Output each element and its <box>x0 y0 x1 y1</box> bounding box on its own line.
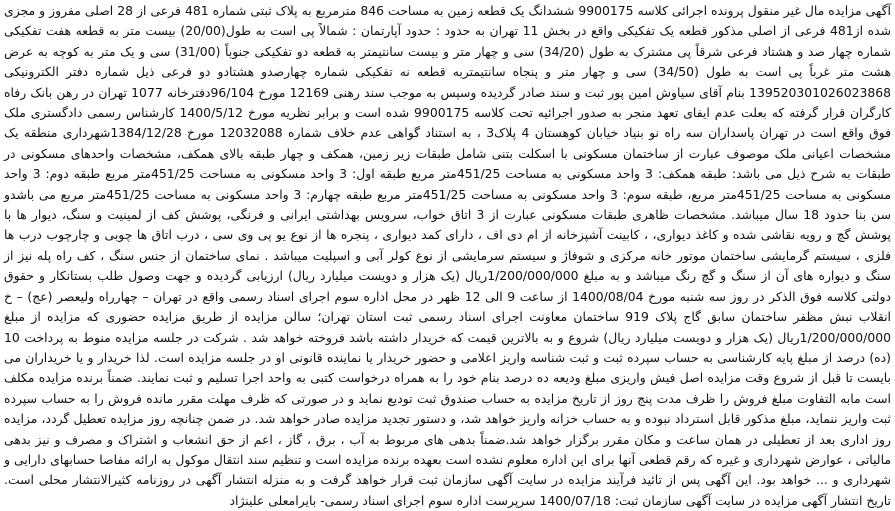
notice-body-text: آگهی مزایده مال غیر منقول پرونده اجرائی کلاسه 9900175 ششدانگ یک قطعه زمین به مساحت 846 مترمربع به پلاک ثبتی شماره 481 فرعی از 28 اصلی مفروز و مجزی شده از481 فرعی از اصلی مذکور قطعه یک تفکیکی واقع در بخش 11 تهران به حدود : حدود آپارتمان : شمالاً پی است به طول(20/00) بیست متر به قطعه هفت تفکیکی شماره چهار صد و هشتاد فرعی شرقاً پی مشترک به طول (34/20) سی و چهار متر و بیست سانتیمتر به قطعه دو تفکیکی جنوباً (31/00) سی و یک متر به کوچه به عرض هشت متر غرباً پی است به طول (34/50) سی و چهار متر و پنجاه سانتیمتربه قطعه نه تفکیکی شماره چهارصدو هشتادو دو فرعی ذیل شماره دفتر الکترونیکی 139520301026023868 بنام آقای سیاوش امین پور ثبت و سند صادر گردیده وسپس به موجب سند رهنی 12169 مورخ 96/104دفترخانه 1077 تهران در رهن بانک رفاه کارگران قرار گرفته که بعلت عدم ایفای تعهد منجر به صدور اجرائیه تحت کلاسه 9900175 شده است و برابر نظریه مورخ 1400/5/12 کارشناس رسمی دادگستری ملک فوق واقع است در تهران پاسداران سه راه نو بنیاد خیابان کوهستان 4 پلاک3 ، به استناد گواهی عدم خلاف شماره 12032088 مورخ 1384/12/28شهرداری منطقه یک مشخصات اعیانی ملک موصوف عبارت از ساختمان مسکونی با اسکلت بتنی شامل طبقات زیر زمین، همکف و چهار طبقه بالای همکف، مشخصات واحدهای مسکونی در طبقات به شرح ذیل می باشد: طبقه همکف: 3 واحد مسکونی به مساحت 451/25متر مربع طبقه اول: 3 واحد مسکونی به مساحت 451/25متر مربع طبقه دوم: 3 واحد مسکونی به مساحت 451/25متر مربع، طبقه سوم: 3 واحد مسکونی به مساحت 451/25متر مربع طبقه چهارم: 3 واحد مسکونی به مساحت 451/25متر مربع می باشدو سن بنا حدود 18 سال میباشد. مشخصات ظاهری طبقات مسکونی عبارت از 3 اتاق خواب، سرویس بهداشتی ایرانی و فرنگی، پوشش کف از لمینیت و سنگ، دیوار ها با پوشش گچ و رویه نقاشی شده و کاغذ دیواری، ، کابینت آشپزخانه از ام دی اف ، دارای کمد دیواری ، پنجره ها از نوع یو پی وی سی ، درب اتاق ها چوبی و چارچوب درب ها فلزی ، سیستم گرمایشی ساختمان موتور خانه مرکزی و شوفاژ و سیستم سرمایشی از نوع کولر آبی و اسپلیت میباشد . نمای ساختمان از جنس سنگ ، کف راه پله نیز از سنگ و دیواره های آن از سنگ و گچ رنگ میباشد و به مبلغ 1/200/000/000ریال (یک هزار و دویست میلیارد ریال) ارزیابی گردیده و جهت وصول طلب بستانکار و حقوق دولتی کلاسه فوق الذکر در روز سه شنبه مورخ 1400/08/04 از ساعت 9 الی 12 ظهر در محل اداره سوم اجرای اسناد رسمی واقع در تهران – چهارراه ولیعصر (عج) – خ انقلاب نبش مظفر ساختمان سابق گاج پلاک 919 ساختمان معاونت اجرای اسناد رسمی ثبت استان تهران؛ سالن مزایده از طریق مزایده حضوری که مزایده از مبلغ 1/200/000/000ریال (یک هزار و دویست میلیارد ریال) شروع و به بالاترین قیمت که خریدار داشته باشد فروخته خواهد شد . شرکت در جلسه مزایده منوط به پرداخت 10 (ده) درصد از مبلغ پایه کارشناسی به حساب سپرده ثبت و ثبت شناسه واریز اعلامی و حضور خریدار یا نماینده قانونی او در جلسه مزایده است. لذا خریدار و یا خریداران می بایست تا قبل از شروع وقت مزایده اصل فیش واریزی مبلغ ودیعه ده درصد بنام خود را به همراه درخواست کتبی به واحد اجرا تسلیم و ثبت نمایند. ضمناً برنده مزایده مکلف است مابه التفاوت مبلغ فروش را ظرف مدت پنج روز از تاریخ مزایده به حساب صندوق ثبت تودیع نماید و در صورتی که ظرف مهلت مقرر مانده فروش را به حساب سپرده ثبت واریز ننماید، مبلغ مذکور قابل استرداد نبوده و به حساب خزانه واریز خواهد شد، و دستور تجدید مزایده صادر خواهد شد. در ضمن چنانچه روز مزایده تعطیل گردد، مزایده روز اداری بعد از تعطیلی در همان ساعت و مکان مقرر برگزار خواهد شد.ضمناً بدهی های مربوط به آب ، برق ، گاز ، اعم از حق انشعاب و اشتراک و مصرف و نیز بدهی مالیاتی ، عوارض شهرداری و غیره که رقم قطعی آنها برای این اداره معلوم نشده است بعهده برنده مزایده است و تنظیم سند انتقال موکول به ارائه مفاصا حسابهای دارایی و شهرداری و ... خواهد بود. این آگهی پس از تائید فرآیند مزایده در سایت آگهی سازمان ثبت قرار خواهد گرفت و به منزله انتشار آگهی در روزنامه کثیرالانتشار محلی است. تاریخ انتشار آگهی مزایده در سایت آگهی سازمان ثبت: 1400/07/18 سرپرست اداره سوم اجرای اسناد رسمی- بایرامعلی علینژاد <box>4 3 892 508</box>
